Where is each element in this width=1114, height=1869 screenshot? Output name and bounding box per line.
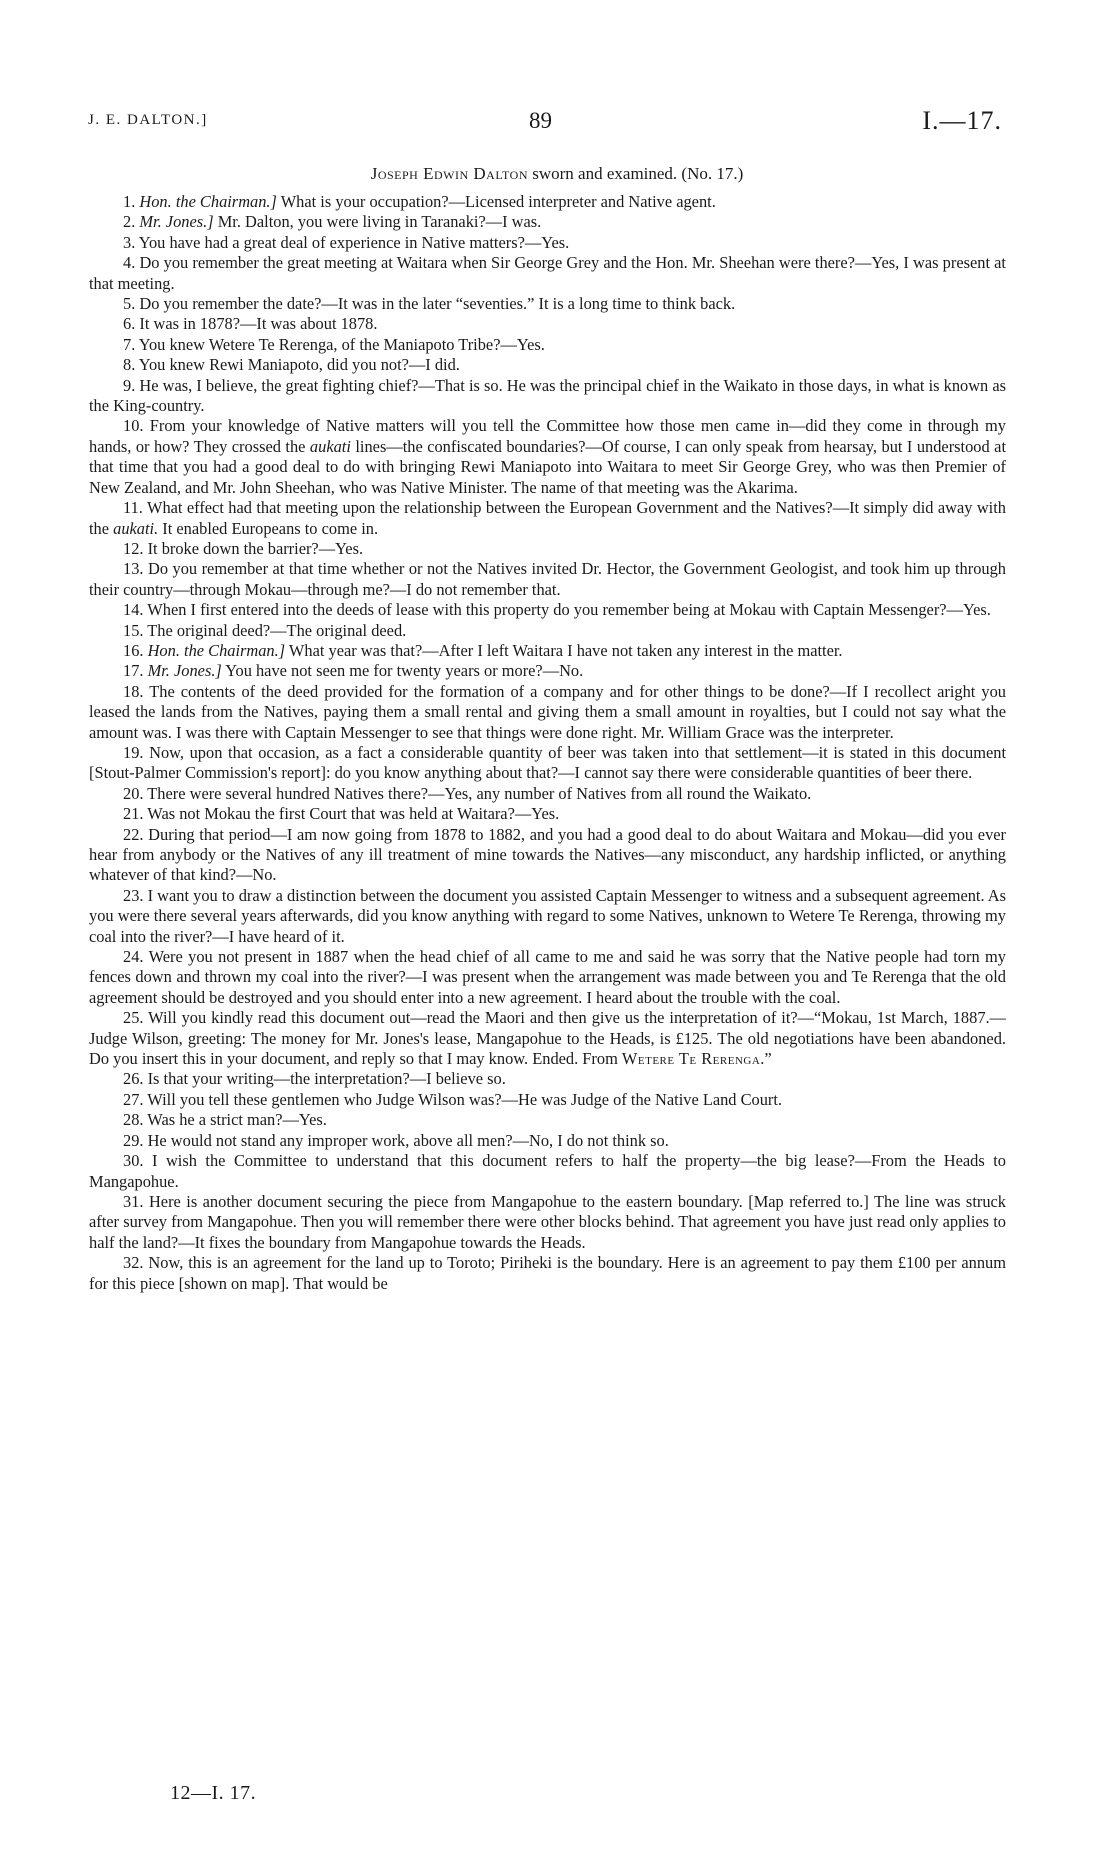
testimony-paragraph bbox=[89, 886, 1006, 947]
testimony-paragraph bbox=[89, 784, 1006, 804]
paper-reference: I.—17. bbox=[922, 106, 1002, 135]
paragraph-lead: 17. bbox=[123, 661, 148, 681]
paragraph-text: What is your occupation?—Licensed interpreter and Native agent. bbox=[276, 192, 716, 211]
page-header bbox=[88, 108, 1002, 138]
testimony-paragraph bbox=[89, 743, 1006, 784]
testimony-paragraph bbox=[89, 559, 1006, 600]
testimony-paragraph bbox=[89, 233, 1006, 253]
testimony-paragraph bbox=[89, 825, 1006, 886]
testimony-paragraph bbox=[89, 294, 1006, 314]
speaker-label: Hon. the Chairman.] bbox=[139, 192, 277, 211]
testimony-paragraph bbox=[89, 621, 1006, 641]
paragraph-text: .” bbox=[760, 1049, 772, 1069]
paragraph-text: 8. You knew Rewi Maniapoto, did you not?—I did. bbox=[123, 355, 460, 375]
testimony-paragraph bbox=[89, 641, 1006, 661]
paragraph-lead: 16. bbox=[123, 640, 148, 660]
testimony-paragraph bbox=[89, 498, 1006, 539]
testimony-paragraph bbox=[89, 335, 1006, 355]
paragraph-text: 29. He would not stand any improper work, above all men?—No, I do not think so. bbox=[123, 1130, 669, 1150]
paragraph-text: 23. I want you to draw a distinction between the document you assisted Captain Messenger to witness and a subsequent agreement. As you were there several years afterwards, did you know anything with regard to some Natives, unknown to Wetere Te Rerenga, throwing my coal into the river?—I have heard of it. bbox=[89, 885, 1006, 946]
paragraph-lead: 10. From your knowledge of Native matters will you tell the Committee how those men came in—did they come in through my hands, or how? They crossed the bbox=[89, 416, 1006, 456]
paragraph-text: 14. When I first entered into the deeds of lease with this property do you remember being at Mokau with Captain Messenger?—Yes. bbox=[123, 600, 991, 620]
testimony-paragraph bbox=[89, 212, 1006, 232]
paragraph-text: 13. Do you remember at that time whether or not the Natives invited Dr. Hector, the Government Geologist, and took him up through their country—through Mokau—through me?—I do not remember that. bbox=[89, 559, 1006, 599]
paragraph-text: 4. Do you remember the great meeting at Waitara when Sir George Grey and the Hon. Mr. Sheehan were there?—Yes, I was present at that meeting. bbox=[89, 253, 1006, 293]
testimony-paragraph bbox=[89, 1069, 1006, 1089]
paragraph-text: 3. You have had a great deal of experience in Native matters?—Yes. bbox=[123, 232, 570, 252]
paragraph-text: 26. Is that your writing—the interpretation?—I believe so. bbox=[123, 1069, 506, 1089]
signature-mark: 12—I. 17. bbox=[170, 1782, 257, 1804]
witness-name: Joseph Edwin Dalton bbox=[370, 164, 528, 183]
testimony-paragraph bbox=[89, 314, 1006, 334]
testimony-paragraph bbox=[89, 253, 1006, 294]
testimony-paragraph bbox=[89, 1110, 1006, 1130]
testimony-paragraph bbox=[89, 682, 1006, 743]
paragraph-text: 9. He was, I believe, the great fighting chief?—That is so. He was the principal chief in the Waikato in those days, in what is known as the King-country. bbox=[89, 375, 1006, 416]
paragraph-text: 12. It broke down the barrier?—Yes. bbox=[123, 538, 364, 558]
paragraph-text: It enabled Europeans to come in. bbox=[158, 518, 379, 538]
testimony-body bbox=[89, 192, 1006, 1294]
paragraph-text: lines—the confiscated boundaries?—Of course, I can only speak from hearsay, but I understood at that time that you had a good deal to do with bringing Rewi Maniapoto into Waitara to meet Sir George Grey, who was then Premier of New Zealand, and Mr. John Sheehan, who was Native Minister. The name of that meeting was the Akarima. bbox=[89, 436, 1006, 497]
testimony-paragraph bbox=[89, 1151, 1006, 1192]
testimony-paragraph bbox=[89, 1090, 1006, 1110]
speaker-label: Hon. the Chairman.] bbox=[147, 640, 286, 660]
speaker-label: aukati bbox=[309, 436, 351, 456]
paragraph-text: 19. Now, upon that occasion, as a fact a considerable quantity of beer was taken into that settlement—it is stated in this document [Stout-Palmer Commission's report]: do you know anything about that?—I cannot say there were considerable quantities of beer there. bbox=[89, 742, 1006, 783]
testimony-paragraph bbox=[89, 1253, 1006, 1294]
paragraph-text: 27. Will you tell these gentlemen who Judge Wilson was?—He was Judge of the Native Land Court. bbox=[123, 1089, 783, 1109]
testimony-paragraph bbox=[89, 947, 1006, 1008]
paragraph-text: 5. Do you remember the date?—It was in the later “seventies.” It is a long time to think back. bbox=[123, 294, 736, 314]
header-witness-name: J. E. DALTON.] bbox=[88, 112, 208, 128]
testimony-paragraph bbox=[89, 804, 1006, 824]
testimony-paragraph bbox=[89, 539, 1006, 559]
speaker-label: Mr. Jones.] bbox=[139, 212, 214, 232]
testimony-paragraph bbox=[89, 1192, 1006, 1253]
paragraph-text: You have not seen me for twenty years or more?—No. bbox=[221, 661, 584, 681]
paragraph-text: 30. I wish the Committee to understand that this document refers to half the property—the big lease?—From the Heads to Mangapohue. bbox=[89, 1151, 1006, 1191]
testimony-paragraph bbox=[89, 192, 1006, 212]
small-caps-name: Wetere Te Rerenga bbox=[621, 1049, 761, 1069]
paragraph-text: 18. The contents of the deed provided for the formation of a company and for other things to be done?—If I recollect aright you leased the lands from the Natives, paying them a small rental and giving them a small amount in royalties, but I could not say what the amount was. I was there with Captain Messenger to see that things were done right. Mr. William Grace was the interpreter. bbox=[89, 681, 1006, 742]
testimony-paragraph bbox=[89, 416, 1006, 498]
paragraph-text: 31. Here is another document securing the piece from Mangapohue to the eastern boundary. [Map referred to.] The line was struck after survey from Mangapohue. Then you will remember there were other blocks behind. That agreement you have just read only applies to half the land?—It fixes the boundary from Mangapohue towards the Heads. bbox=[89, 1191, 1006, 1252]
testimony-paragraph bbox=[89, 1131, 1006, 1151]
paragraph-text: 22. During that period—I am now going from 1878 to 1882, and you had a good deal to do about Waitara and Mokau—did you ever hear from anybody or the Natives of any ill treatment of mine towards the Natives—any misconduct, any hardship inflicted, or anything whatever of that kind?—No. bbox=[89, 824, 1006, 885]
paragraph-text: 6. It was in 1878?—It was about 1878. bbox=[123, 314, 378, 334]
paragraph-lead: 25. Will you kindly read this document out—read the Maori and then give us the interpretation of it?—“Mokau, 1st March, 1887.—Judge Wilson, greeting: The money for Mr. Jones's lease, Mangapohue to the Heads, is £125. The old negotiations have been abandoned. Do you insert this in your document, and reply so that I may know. Ended. From bbox=[89, 1008, 1006, 1069]
speaker-label: Mr. Jones.] bbox=[147, 661, 222, 681]
paragraph-text: 32. Now, this is an agreement for the land up to Toroto; Piriheki is the boundary. Here is an agreement to pay them £100 per annum for this piece [shown on map]. That would be bbox=[89, 1253, 1006, 1293]
paragraph-lead: 1. bbox=[123, 192, 140, 211]
paragraph-text: 20. There were several hundred Natives there?—Yes, any number of Natives from all round the Waikato. bbox=[123, 783, 812, 803]
paragraph-text: 7. You knew Wetere Te Rerenga, of the Maniapoto Tribe?—Yes. bbox=[123, 334, 545, 354]
paragraph-lead: 11. What effect had that meeting upon the relationship between the European Government and the Natives?—It simply did away with the bbox=[89, 498, 1006, 538]
section-title bbox=[0, 164, 1114, 184]
paragraph-text: 24. Were you not present in 1887 when the head chief of all came to me and said he was sorry that the Native people had torn my fences down and thrown my coal into the river?—I was present when the arrangement was made between you and Te Rerenga that the old agreement should be destroyed and you should enter into a new agreement. I heard about the trouble with the coal. bbox=[89, 947, 1006, 1007]
title-rest: sworn and examined. (No. 17.) bbox=[528, 164, 744, 183]
page-number: 89 bbox=[529, 108, 552, 133]
paragraph-text: 15. The original deed?—The original deed. bbox=[123, 620, 407, 640]
paragraph-lead: 2. bbox=[123, 212, 140, 232]
testimony-paragraph bbox=[89, 661, 1006, 681]
testimony-paragraph bbox=[89, 355, 1006, 375]
paragraph-text: 28. Was he a strict man?—Yes. bbox=[123, 1110, 327, 1130]
testimony-paragraph bbox=[89, 600, 1006, 620]
testimony-paragraph bbox=[89, 1008, 1006, 1069]
paragraph-text: What year was that?—After I left Waitara I have not taken any interest in the matter. bbox=[285, 640, 843, 660]
paragraph-text: 21. Was not Mokau the first Court that was held at Waitara?—Yes. bbox=[123, 804, 560, 824]
paragraph-text: Mr. Dalton, you were living in Taranaki?—I was. bbox=[213, 212, 542, 232]
speaker-label: aukati. bbox=[113, 518, 159, 538]
testimony-paragraph bbox=[89, 376, 1006, 417]
